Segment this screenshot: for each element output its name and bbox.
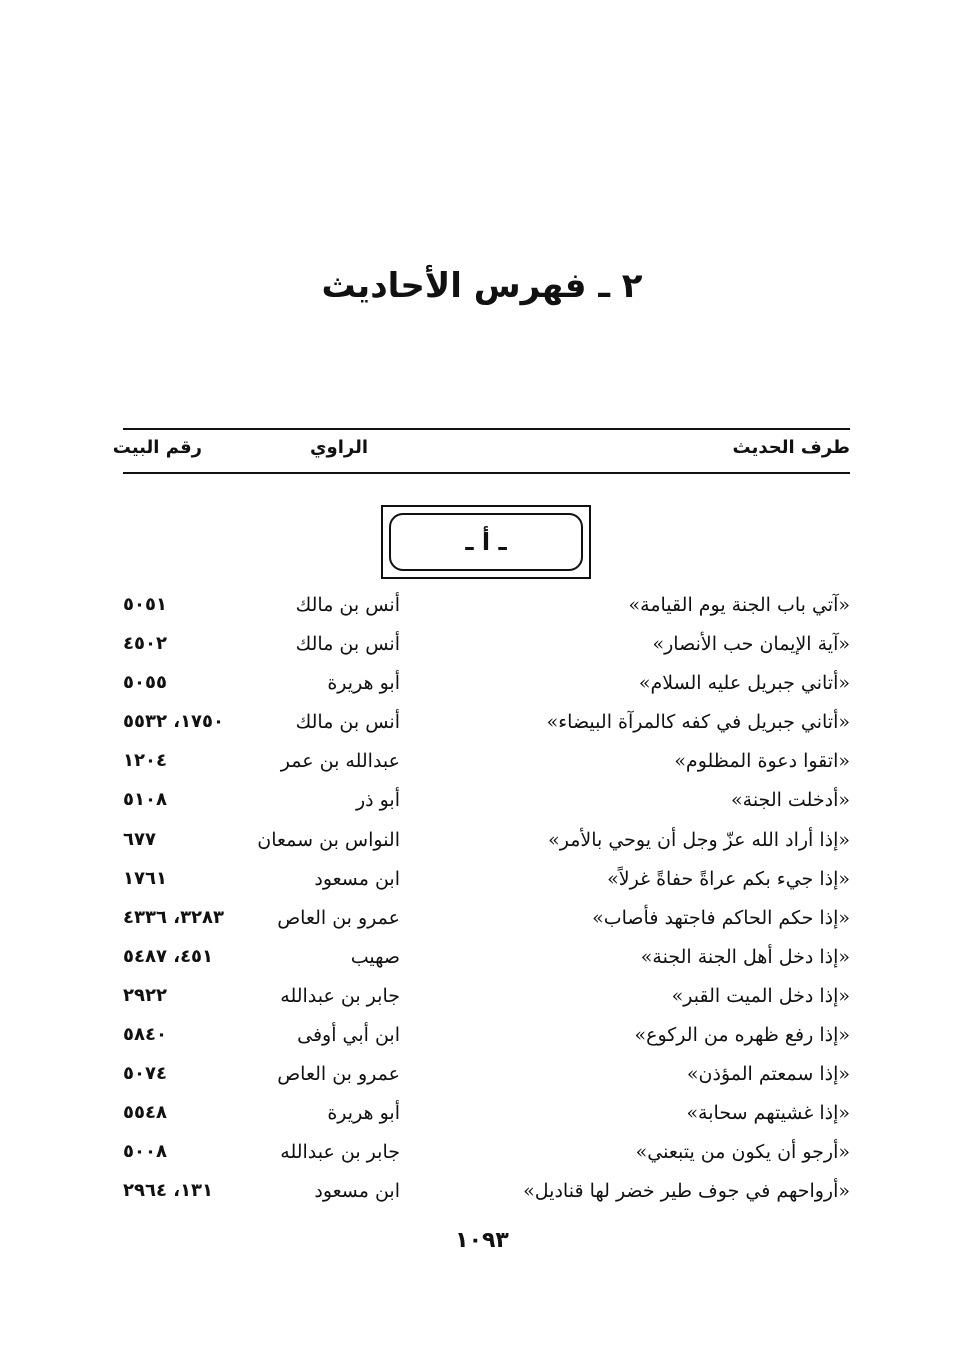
hadith-text: «أرجو أن يكون من يتبعني» bbox=[635, 1141, 850, 1164]
table-row bbox=[123, 979, 850, 1018]
rawi-name: أبو هريرة bbox=[327, 672, 400, 695]
hadith-text: «إذا سمعتم المؤذن» bbox=[686, 1063, 850, 1086]
verse-number: ٥٨٤٠ bbox=[123, 1024, 167, 1046]
table-row bbox=[123, 744, 850, 783]
verse-number: ١٢٠٤ bbox=[123, 750, 167, 772]
rawi-name: جابر بن عبدالله bbox=[280, 1141, 400, 1164]
verse-number: ٥١٠٨ bbox=[123, 789, 167, 811]
rawi-name: أنس بن مالك bbox=[295, 594, 400, 616]
table-row bbox=[123, 823, 850, 862]
verse-number: ١٧٦١ bbox=[123, 867, 167, 889]
rawi-name: أبو ذر bbox=[355, 789, 400, 812]
section-letter-box bbox=[381, 505, 591, 579]
verse-number: ٦٧٧ bbox=[123, 828, 156, 850]
verse-number: ١٣١، ٢٩٦٤ bbox=[123, 1180, 214, 1202]
rawi-name: عمرو بن العاص bbox=[277, 906, 400, 929]
verse-number: ٥٠٥١ bbox=[123, 594, 167, 615]
table-row bbox=[123, 1135, 850, 1174]
hadith-text: «إذا غشيتهم سحابة» bbox=[686, 1102, 850, 1125]
page-number: ١٠٩٣ bbox=[455, 1228, 509, 1253]
section-letter: ـ أ ـ bbox=[389, 513, 583, 571]
verse-number: ٤٥١، ٥٤٨٧ bbox=[123, 945, 214, 967]
verse-number: ٢٩٢٢ bbox=[123, 984, 167, 1006]
rawi-name: ابن مسعود bbox=[314, 867, 400, 890]
hadith-text: «أدخلت الجنة» bbox=[731, 789, 850, 812]
hadith-text: «أتاني جبريل عليه السلام» bbox=[638, 672, 850, 695]
table-header bbox=[112, 432, 850, 468]
table-row bbox=[123, 940, 850, 979]
verse-number: ٥٠٠٨ bbox=[123, 1141, 167, 1163]
verse-number: ٤٥٠٢ bbox=[123, 633, 167, 655]
hadith-text: «إذا دخل الميت القبر» bbox=[671, 984, 850, 1007]
page-title: ٢ ـ فهرس الأحاديث bbox=[321, 266, 643, 306]
rawi-name: ابن أبي أوفى bbox=[297, 1024, 400, 1047]
hadith-text: «اتقوا دعوة المظلوم» bbox=[674, 750, 850, 773]
rawi-name: عبدالله بن عمر bbox=[280, 750, 400, 773]
table-row bbox=[123, 783, 850, 822]
verse-number: ٥٥٤٨ bbox=[123, 1102, 167, 1124]
hadith-text: «إذا دخل أهل الجنة الجنة» bbox=[640, 945, 850, 968]
table-row bbox=[123, 705, 850, 744]
rawi-name: عمرو بن العاص bbox=[277, 1063, 400, 1086]
table-row bbox=[123, 1174, 850, 1213]
table-row bbox=[123, 1096, 850, 1135]
table-row bbox=[123, 627, 850, 666]
table-row bbox=[123, 901, 850, 940]
table-row bbox=[123, 1057, 850, 1096]
header-number: رقم البيت bbox=[112, 437, 202, 458]
rawi-name: صهيب bbox=[350, 945, 400, 968]
table-top-rule bbox=[123, 428, 850, 430]
hadith-text: «أتاني جبريل في كفه كالمرآة البيضاء» bbox=[546, 711, 850, 734]
hadith-text: «آتي باب الجنة يوم القيامة» bbox=[628, 594, 850, 616]
hadith-text: «إذا رفع ظهره من الركوع» bbox=[634, 1024, 850, 1047]
hadith-text: «آية الإيمان حب الأنصار» bbox=[652, 633, 850, 656]
rawi-name: أبو هريرة bbox=[327, 1102, 400, 1125]
rawi-name: أنس بن مالك bbox=[295, 711, 400, 734]
verse-number: ٣٢٨٣، ٤٣٣٦ bbox=[123, 906, 225, 928]
table-row bbox=[123, 666, 850, 705]
table-header-rule bbox=[123, 472, 850, 474]
table-row bbox=[123, 862, 850, 901]
hadith-text: «إذا أراد الله عزّ وجل أن يوحي بالأمر» bbox=[548, 828, 850, 851]
hadith-text: «أرواحهم في جوف طير خضر لها قناديل» bbox=[523, 1180, 850, 1203]
rawi-name: ابن مسعود bbox=[314, 1180, 400, 1203]
verse-number: ٥٠٥٥ bbox=[123, 672, 167, 694]
table-row bbox=[123, 588, 850, 627]
hadith-index-list bbox=[123, 588, 850, 1214]
verse-number: ٥٠٧٤ bbox=[123, 1063, 167, 1085]
rawi-name: النواس بن سمعان bbox=[257, 828, 400, 851]
header-rawi: الراوي bbox=[310, 437, 368, 458]
rawi-name: جابر بن عبدالله bbox=[280, 984, 400, 1007]
hadith-text: «إذا جيء بكم عراةً حفاةً غرلاً» bbox=[607, 867, 850, 890]
hadith-text: «إذا حكم الحاكم فاجتهد فأصاب» bbox=[592, 906, 850, 929]
verse-number: ١٧٥٠، ٥٥٣٢ bbox=[123, 711, 225, 733]
header-hadith: طرف الحديث bbox=[732, 437, 850, 458]
rawi-name: أنس بن مالك bbox=[295, 633, 400, 656]
table-row bbox=[123, 1018, 850, 1057]
